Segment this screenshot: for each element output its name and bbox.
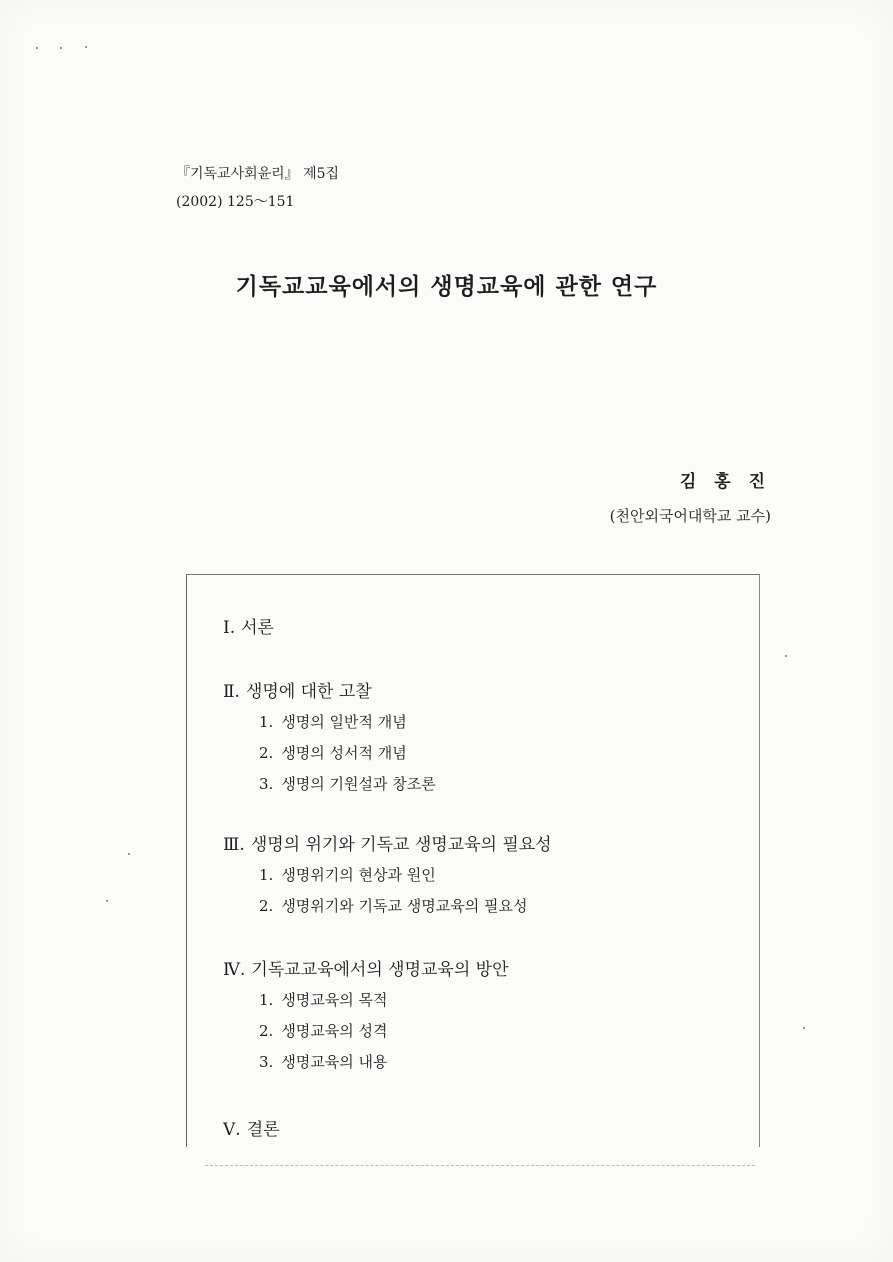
table-of-contents [186,574,760,1147]
paper-title: 기독교교육에서의 생명교육에 관한 연구 [235,274,658,300]
toc-subsection [259,864,436,885]
toc-subsection [259,742,407,763]
toc-subsection-label: 생명의 기원설과 창조론 [281,775,436,793]
toc-subsection-number: 1. [259,991,274,1009]
toc-section-number: Ⅲ. [223,835,245,855]
toc-subsection-label: 생명교육의 성격 [281,1022,388,1040]
toc-section [223,830,552,855]
scan-speck [803,1027,805,1029]
toc-subsection [259,773,436,794]
toc-section [223,1115,280,1140]
toc-section [223,677,372,702]
toc-subsection-number: 1. [259,866,274,884]
scan-speck [85,46,87,48]
toc-section-label: 결론 [246,1120,280,1140]
toc-subsection-label: 생명교육의 목적 [281,991,388,1009]
toc-subsection-number: 2. [259,744,274,762]
toc-section [223,613,274,638]
toc-subsection [259,989,388,1010]
toc-section-label: 서론 [241,618,274,638]
toc-section [223,955,509,980]
scan-speck [106,900,108,902]
toc-subsection [259,895,527,916]
toc-subsection-number: 1. [259,713,274,731]
scan-speck [36,47,38,49]
toc-section-number: Ⅳ. [223,960,246,980]
toc-subsection [259,1051,388,1072]
author-name: 김 홍 진 [679,472,771,492]
toc-subsection-number: 3. [259,1053,274,1071]
toc-section-number: Ⅱ. [223,682,240,702]
toc-subsection-label: 생명위기와 기독교 생명교육의 필요성 [281,897,528,915]
toc-subsection [259,711,407,732]
journal-info [176,160,339,216]
scan-speck [128,853,130,855]
toc-subsection-number: 3. [259,775,274,793]
toc-subsection-label: 생명의 성서적 개념 [281,744,407,762]
toc-section-label: 기독교교육에서의 생명교육의 방안 [251,960,509,980]
toc-subsection [259,1020,388,1041]
scan-speck [60,47,62,49]
toc-subsection-label: 생명교육의 내용 [281,1053,388,1071]
toc-bottom-rule [205,1165,755,1166]
toc-subsection-number: 2. [259,1022,274,1040]
toc-subsection-label: 생명의 일반적 개념 [281,713,407,731]
scan-speck [785,655,787,657]
toc-subsection-label: 생명위기의 현상과 원인 [281,866,436,884]
toc-section-number: Ⅰ. [223,618,236,638]
pages-line: (2002) 125～151 [176,194,295,210]
author-affiliation: (천안외국어대학교 교수) [609,507,771,525]
toc-section-label: 생명의 위기와 기독교 생명교육의 필요성 [250,835,552,855]
toc-section-number: Ⅴ. [223,1120,241,1140]
toc-subsection-number: 2. [259,897,274,915]
toc-section-label: 생명에 대한 고찰 [245,682,372,702]
journal-line: 『기독교사회윤리』 제5집 [176,166,340,182]
